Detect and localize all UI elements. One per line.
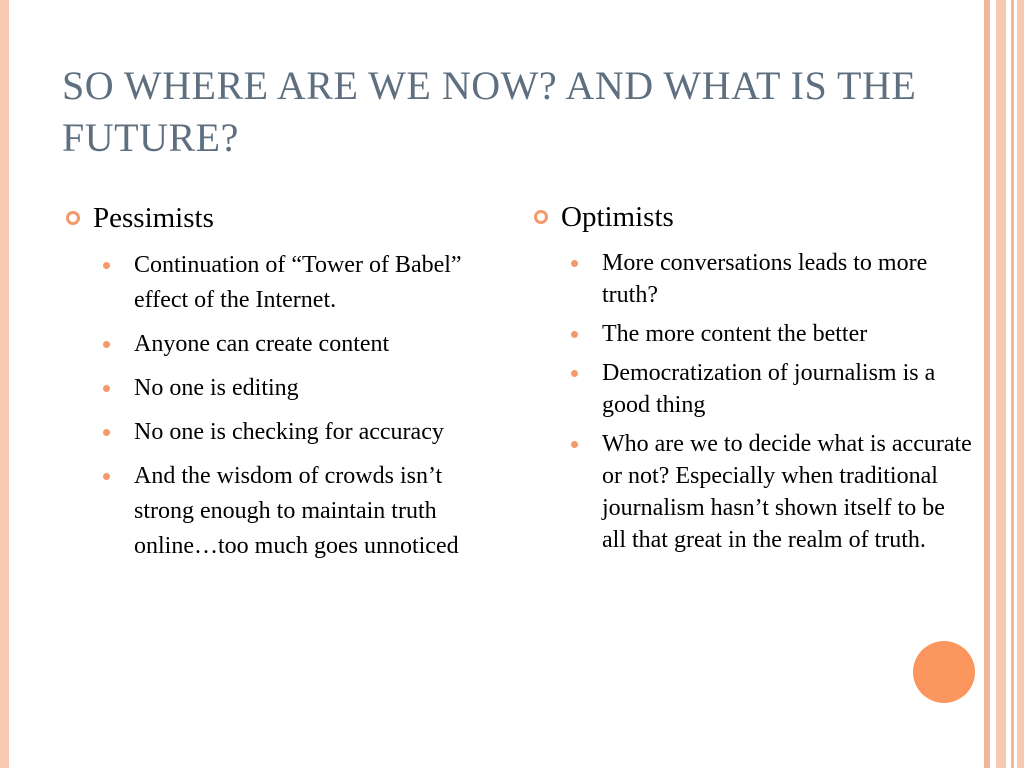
- list-item: [571, 318, 973, 350]
- list-item-text: The more content the better: [602, 321, 868, 347]
- dot-bullet-icon: [103, 385, 110, 392]
- pessimists-heading-text: Pessimists: [93, 202, 214, 234]
- stripe: [996, 0, 1006, 768]
- optimists-column: [533, 197, 973, 563]
- list-item-text: Anyone can create content: [134, 331, 390, 357]
- list-item: [571, 428, 973, 556]
- list-item-text: No one is editing: [134, 375, 299, 401]
- list-item-text: And the wisdom of crowds isn’t strong enough to maintain truth online…too much goes unnoticed: [134, 463, 459, 559]
- dot-bullet-icon: [571, 260, 578, 267]
- list-item: [571, 357, 973, 421]
- pessimists-heading: [65, 198, 505, 238]
- list-item: [103, 327, 505, 362]
- open-circle-bullet-icon: [533, 205, 549, 229]
- open-circle-bullet-icon: [65, 206, 81, 230]
- list-item: [571, 247, 973, 311]
- list-item-text: No one is checking for accuracy: [134, 419, 444, 445]
- stripe: [1017, 0, 1024, 768]
- pessimists-column: [65, 198, 505, 573]
- list-item-text: Continuation of “Tower of Babel” effect of the Internet.: [134, 252, 462, 313]
- dot-bullet-icon: [571, 441, 578, 448]
- list-item: [103, 248, 505, 318]
- optimists-heading: [533, 197, 973, 237]
- pessimists-list: [65, 248, 505, 564]
- dot-bullet-icon: [103, 341, 110, 348]
- left-border-strip: [0, 0, 9, 768]
- dot-bullet-icon: [103, 429, 110, 436]
- stripe: [984, 0, 990, 768]
- list-item-text: Who are we to decide what is accurate or not? Especially when traditional journalism hasn’t shown itself to be all that great in the realm of truth.: [602, 431, 972, 553]
- slide-title: SO WHERE ARE WE NOW? AND WHAT IS THE FUTURE?: [62, 63, 917, 160]
- dot-bullet-icon: [103, 262, 110, 269]
- dot-bullet-icon: [571, 370, 578, 377]
- list-item: [103, 415, 505, 450]
- list-item: [103, 371, 505, 406]
- dot-bullet-icon: [103, 473, 110, 480]
- dot-bullet-icon: [571, 331, 578, 338]
- optimists-list: [533, 247, 973, 556]
- list-item-text: More conversations leads to more truth?: [602, 250, 928, 308]
- list-item: [103, 459, 505, 564]
- optimists-heading-text: Optimists: [561, 201, 674, 233]
- list-item-text: Democratization of journalism is a good thing: [602, 360, 936, 418]
- decorative-orange-circle: [913, 641, 975, 703]
- right-decorative-stripes: [984, 0, 1024, 768]
- stripe: [1011, 0, 1014, 768]
